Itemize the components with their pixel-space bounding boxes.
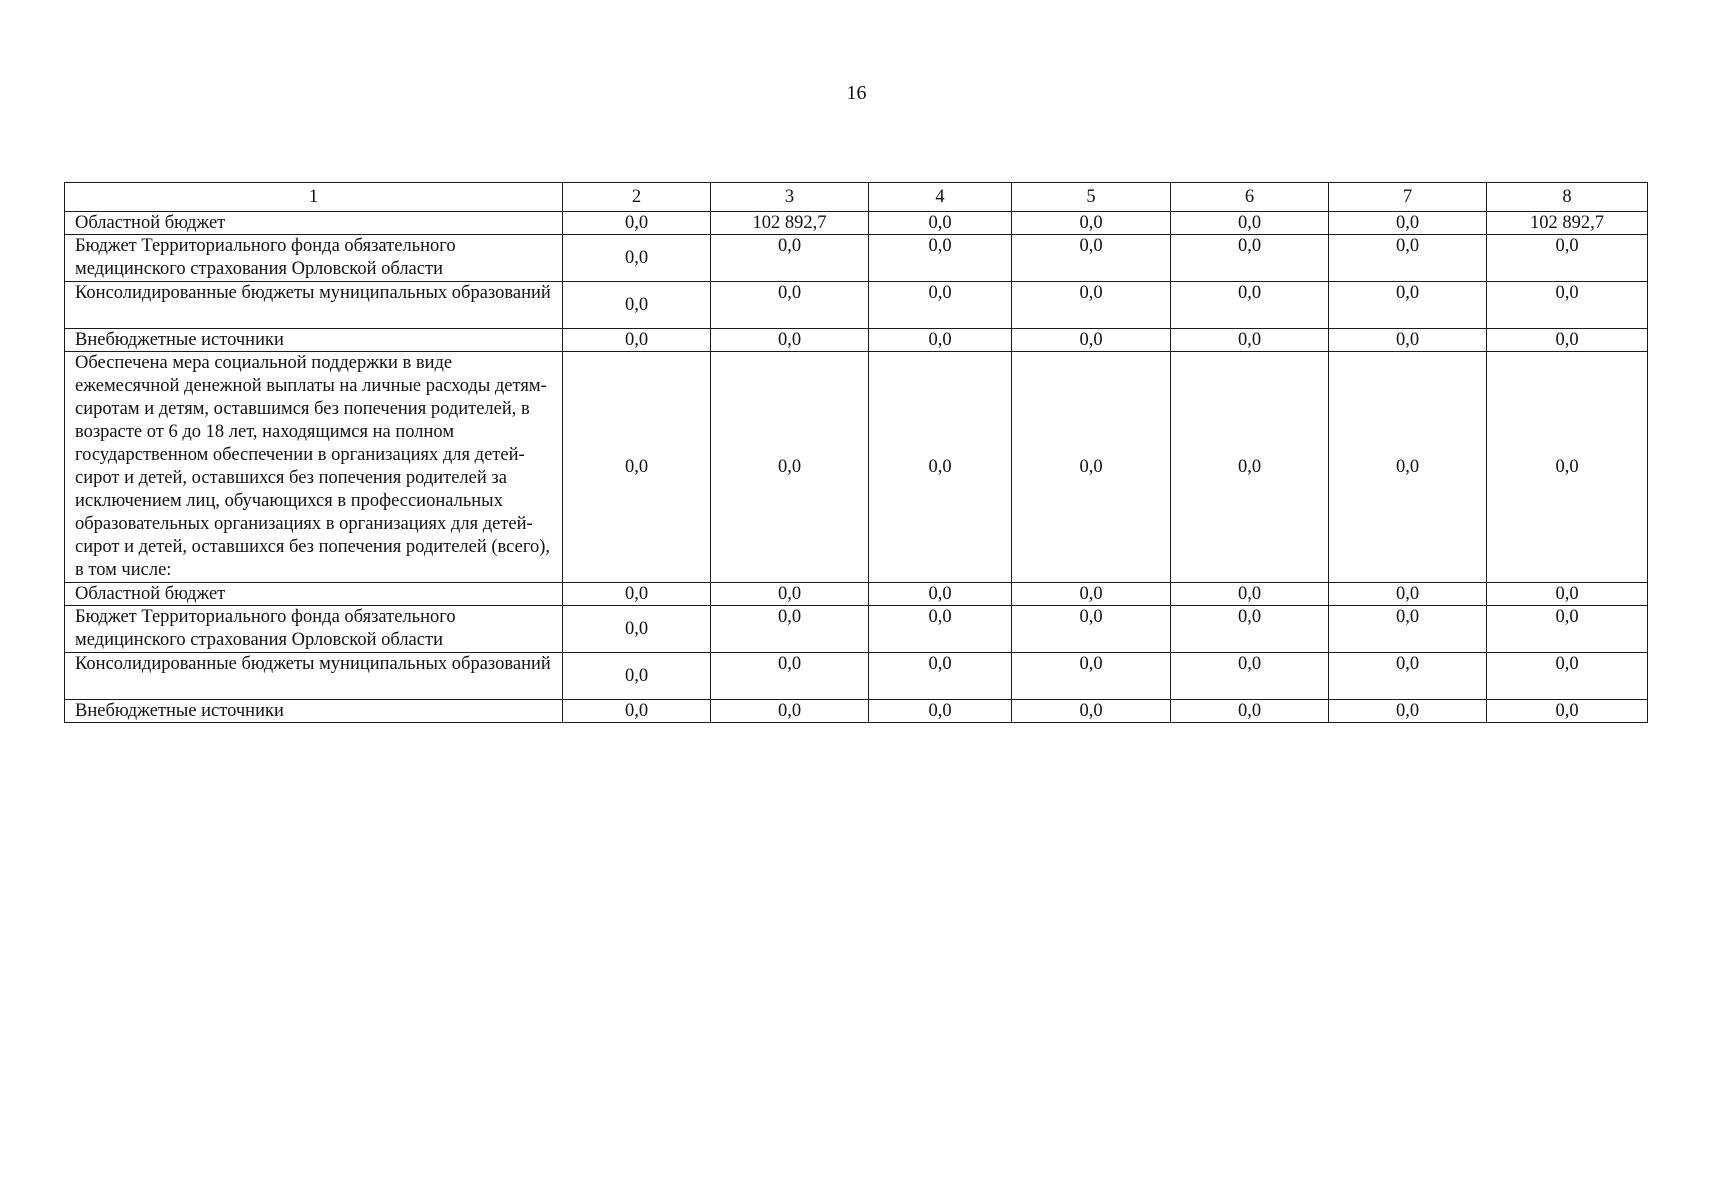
table-row	[65, 653, 1648, 700]
cell-value: 0,0	[1171, 653, 1329, 700]
cell-value: 0,0	[563, 212, 711, 235]
row-label: Внебюджетные источники	[65, 329, 563, 352]
cell-value: 0,0	[1012, 653, 1171, 700]
table-body	[65, 183, 1648, 723]
cell-value: 102 892,7	[711, 212, 869, 235]
cell-value: 0,0	[711, 700, 869, 723]
cell-value: 0,0	[563, 352, 711, 583]
cell-value: 0,0	[1329, 606, 1487, 653]
cell-value: 0,0	[563, 282, 711, 329]
column-number: 7	[1329, 183, 1487, 212]
table-row	[65, 212, 1648, 235]
cell-value: 0,0	[869, 282, 1012, 329]
column-number: 1	[65, 183, 563, 212]
cell-value: 0,0	[1012, 212, 1171, 235]
cell-value: 0,0	[1487, 653, 1648, 700]
row-label: Областной бюджет	[65, 583, 563, 606]
cell-value: 0,0	[563, 235, 711, 282]
cell-value: 0,0	[1171, 235, 1329, 282]
cell-value: 0,0	[1171, 352, 1329, 583]
cell-value: 0,0	[869, 329, 1012, 352]
table-row	[65, 583, 1648, 606]
cell-value: 0,0	[869, 606, 1012, 653]
cell-value: 0,0	[1012, 235, 1171, 282]
column-number: 5	[1012, 183, 1171, 212]
cell-value: 0,0	[1329, 212, 1487, 235]
cell-value: 0,0	[711, 583, 869, 606]
row-label: Бюджет Территориального фонда обязательного медицинского страхования Орловской области	[65, 606, 563, 653]
row-label: Областной бюджет	[65, 212, 563, 235]
cell-value: 0,0	[1487, 352, 1648, 583]
column-number: 6	[1171, 183, 1329, 212]
cell-value: 0,0	[1487, 606, 1648, 653]
column-number: 2	[563, 183, 711, 212]
cell-value: 0,0	[1171, 606, 1329, 653]
cell-value: 0,0	[1012, 282, 1171, 329]
cell-value: 0,0	[563, 583, 711, 606]
cell-value: 0,0	[1171, 329, 1329, 352]
cell-value: 0,0	[711, 352, 869, 583]
cell-value: 0,0	[711, 329, 869, 352]
cell-value: 0,0	[869, 700, 1012, 723]
cell-value: 0,0	[1329, 282, 1487, 329]
cell-value: 0,0	[563, 606, 711, 653]
cell-value: 0,0	[1171, 212, 1329, 235]
table-row	[65, 282, 1648, 329]
cell-value: 0,0	[1171, 282, 1329, 329]
cell-value: 0,0	[869, 212, 1012, 235]
cell-value: 0,0	[1012, 700, 1171, 723]
cell-value: 0,0	[1012, 583, 1171, 606]
row-label: Внебюджетные источники	[65, 700, 563, 723]
header-row	[65, 183, 1648, 212]
cell-value: 0,0	[1329, 352, 1487, 583]
cell-value: 0,0	[1487, 329, 1648, 352]
cell-value: 0,0	[711, 606, 869, 653]
cell-value: 0,0	[563, 653, 711, 700]
page-number: 16	[846, 82, 867, 104]
cell-value: 102 892,7	[1487, 212, 1648, 235]
cell-value: 0,0	[563, 329, 711, 352]
cell-value: 0,0	[1487, 583, 1648, 606]
cell-value: 0,0	[711, 282, 869, 329]
table-row	[65, 606, 1648, 653]
cell-value: 0,0	[1487, 700, 1648, 723]
cell-value: 0,0	[1012, 329, 1171, 352]
cell-value: 0,0	[869, 235, 1012, 282]
table-row	[65, 235, 1648, 282]
row-label: Консолидированные бюджеты муниципальных образований	[65, 653, 563, 700]
column-number: 4	[869, 183, 1012, 212]
table-row	[65, 352, 1648, 583]
cell-value: 0,0	[869, 653, 1012, 700]
cell-value: 0,0	[563, 700, 711, 723]
cell-value: 0,0	[1012, 606, 1171, 653]
cell-value: 0,0	[1487, 282, 1648, 329]
row-label: Обеспечена мера социальной поддержки в виде ежемесячной денежной выплаты на личные расходы детям-сиротам и детям, оставшимся без попечения родителей, в возрасте от 6 до 18 лет, находящимся на полном государственном обеспечении в организациях для детей-сирот и детей, оставшихся без попечения родителей за исключением лиц, обучающихся в профессиональных образовательных организациях в организациях для детей-сирот и детей, оставшихся без попечения родителей (всего), в том числе:	[65, 352, 563, 583]
cell-value: 0,0	[1329, 583, 1487, 606]
column-number: 3	[711, 183, 869, 212]
row-label: Бюджет Территориального фонда обязательного медицинского страхования Орловской области	[65, 235, 563, 282]
row-label: Консолидированные бюджеты муниципальных образований	[65, 282, 563, 329]
cell-value: 0,0	[711, 653, 869, 700]
cell-value: 0,0	[711, 235, 869, 282]
table-row	[65, 329, 1648, 352]
cell-value: 0,0	[1487, 235, 1648, 282]
cell-value: 0,0	[1171, 583, 1329, 606]
cell-value: 0,0	[869, 583, 1012, 606]
cell-value: 0,0	[1329, 653, 1487, 700]
cell-value: 0,0	[869, 352, 1012, 583]
budget-table	[64, 182, 1648, 723]
cell-value: 0,0	[1171, 700, 1329, 723]
cell-value: 0,0	[1329, 235, 1487, 282]
cell-value: 0,0	[1329, 329, 1487, 352]
column-number: 8	[1487, 183, 1648, 212]
table-row	[65, 700, 1648, 723]
cell-value: 0,0	[1012, 352, 1171, 583]
cell-value: 0,0	[1329, 700, 1487, 723]
